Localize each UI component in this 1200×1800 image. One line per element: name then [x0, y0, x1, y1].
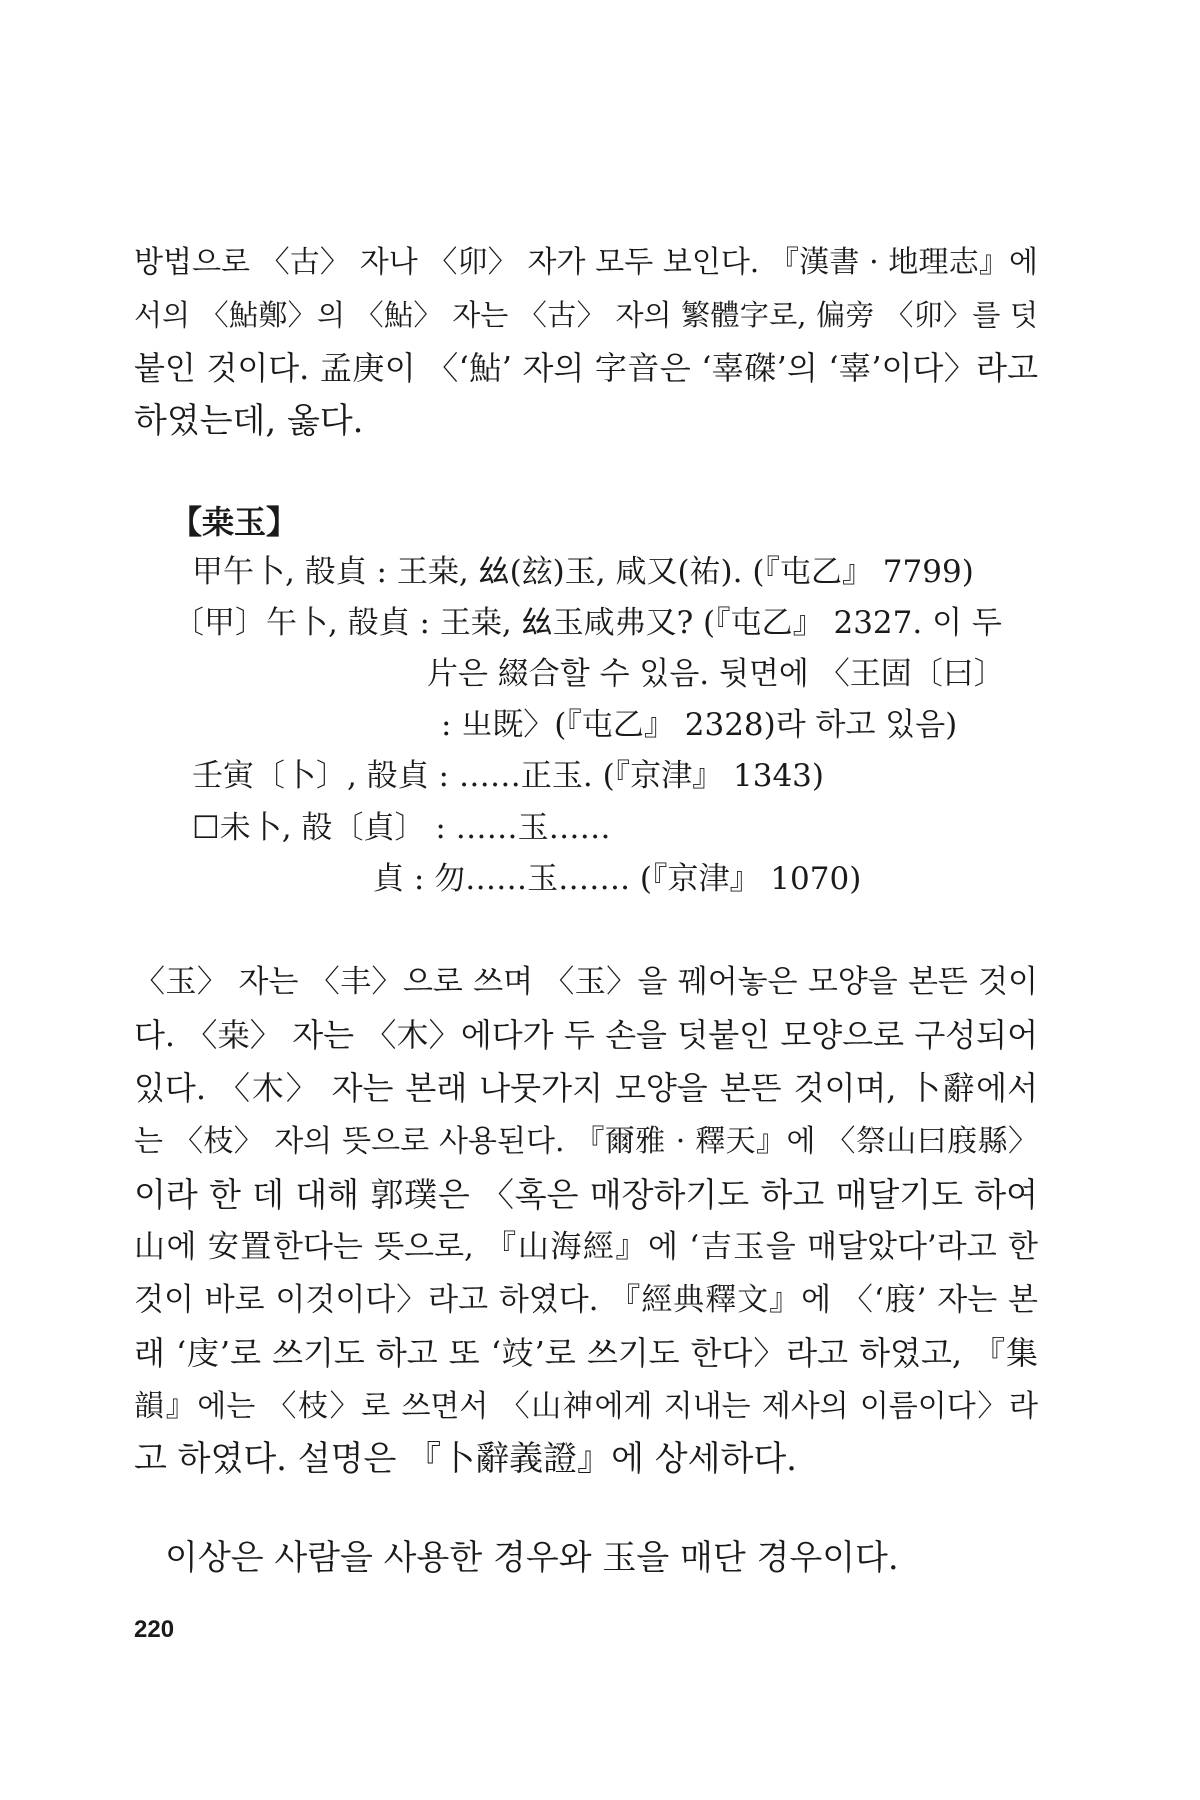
text-line: 서의 〈鮎鄭〉의 〈鮎〉 자는 〈古〉 자의 繁體字로, 偏旁 〈卯〉를 덧	[134, 298, 1038, 332]
example-line: 甲午卜, 㱿貞 : 王桒, 𢆶(玆)玉, 咸又(祐). (『屯乙』 7799)	[192, 554, 974, 590]
closing-sentence: 이상은 사람을 사용한 경우와 玉을 매단 경우이다.	[165, 1538, 899, 1578]
text-line: 방법으로 〈古〉 자나 〈卯〉 자가 모두 보인다. 『漢書 · 地理志』에	[134, 245, 1038, 280]
text-line: 다. 〈桒〉 자는 〈木〉에다가 두 손을 덧붙인 모양으로 구성되어	[134, 1016, 1038, 1054]
text-line: 韻』에는 〈枝〉로 쓰면서 〈山神에게 지내는 제사의 이름이다〉라	[134, 1389, 1038, 1424]
text-line: 것이 바로 이것이다〉라고 하였다. 『經典釋文』에 〈‘庪’ 자는 본	[134, 1282, 1038, 1318]
section-title: 【桒玉】	[170, 503, 299, 541]
page-number: 220	[134, 1616, 175, 1643]
text-line: 래 ‘庋’로 쓰기도 하고 또 ‘攱’로 쓰기도 한다〉라고 하였고, 『集	[134, 1334, 1038, 1372]
intro-paragraph	[134, 236, 1038, 448]
text-line: 는 〈枝〉 자의 뜻으로 사용된다. 『爾雅 · 釋天』에 〈祭山曰庪縣〉	[134, 1124, 1038, 1159]
example-line: 貞 : 勿……玉……. (『京津』 1070)	[373, 861, 862, 897]
example-line: 壬寅〔卜〕, 㱿貞 : ……正玉. (『京津』 1343)	[192, 758, 825, 794]
text-line: 하였는데, 옳다.	[134, 401, 364, 441]
text-line: 붙인 것이다. 孟庚이 〈‘鮎’ 자의 字音은 ‘辜磔’의 ‘辜’이다〉라고	[134, 349, 1038, 387]
text-line: 이라 한 데 대해 郭璞은 〈혹은 매장하기도 하고 매달기도 하여	[134, 1175, 1038, 1214]
example-line: 〔甲〕午卜, 㱿貞 : 王桒, 𢆶玉咸弗又? (『屯乙』 2327. 이 두	[173, 605, 1002, 641]
text-line: 〈玉〉 자는 〈丰〉으로 쓰며 〈玉〉을 꿰어놓은 모양을 본뜬 것이	[134, 964, 1038, 1000]
text-line: 고 하였다. 설명은 『卜辭義證』에 상세하다.	[134, 1439, 797, 1479]
text-line: 있다. 〈木〉 자는 본래 나뭇가지 모양을 본뜬 것이며, 卜辭에서	[134, 1069, 1038, 1107]
example-line: : 㞢既〉(『屯乙』 2328)라 하고 있음)	[441, 707, 958, 743]
body-paragraph	[134, 956, 1038, 1486]
example-line: ☐未卜, 㱿〔貞〕 : ……玉……	[192, 810, 611, 846]
text-line: 山에 安置한다는 뜻으로, 『山海經』에 ‘吉玉을 매달았다’라고 한	[134, 1229, 1038, 1265]
example-line: 片은 綴合할 수 있음. 뒷면에 〈王固〔曰〕	[427, 656, 1005, 692]
